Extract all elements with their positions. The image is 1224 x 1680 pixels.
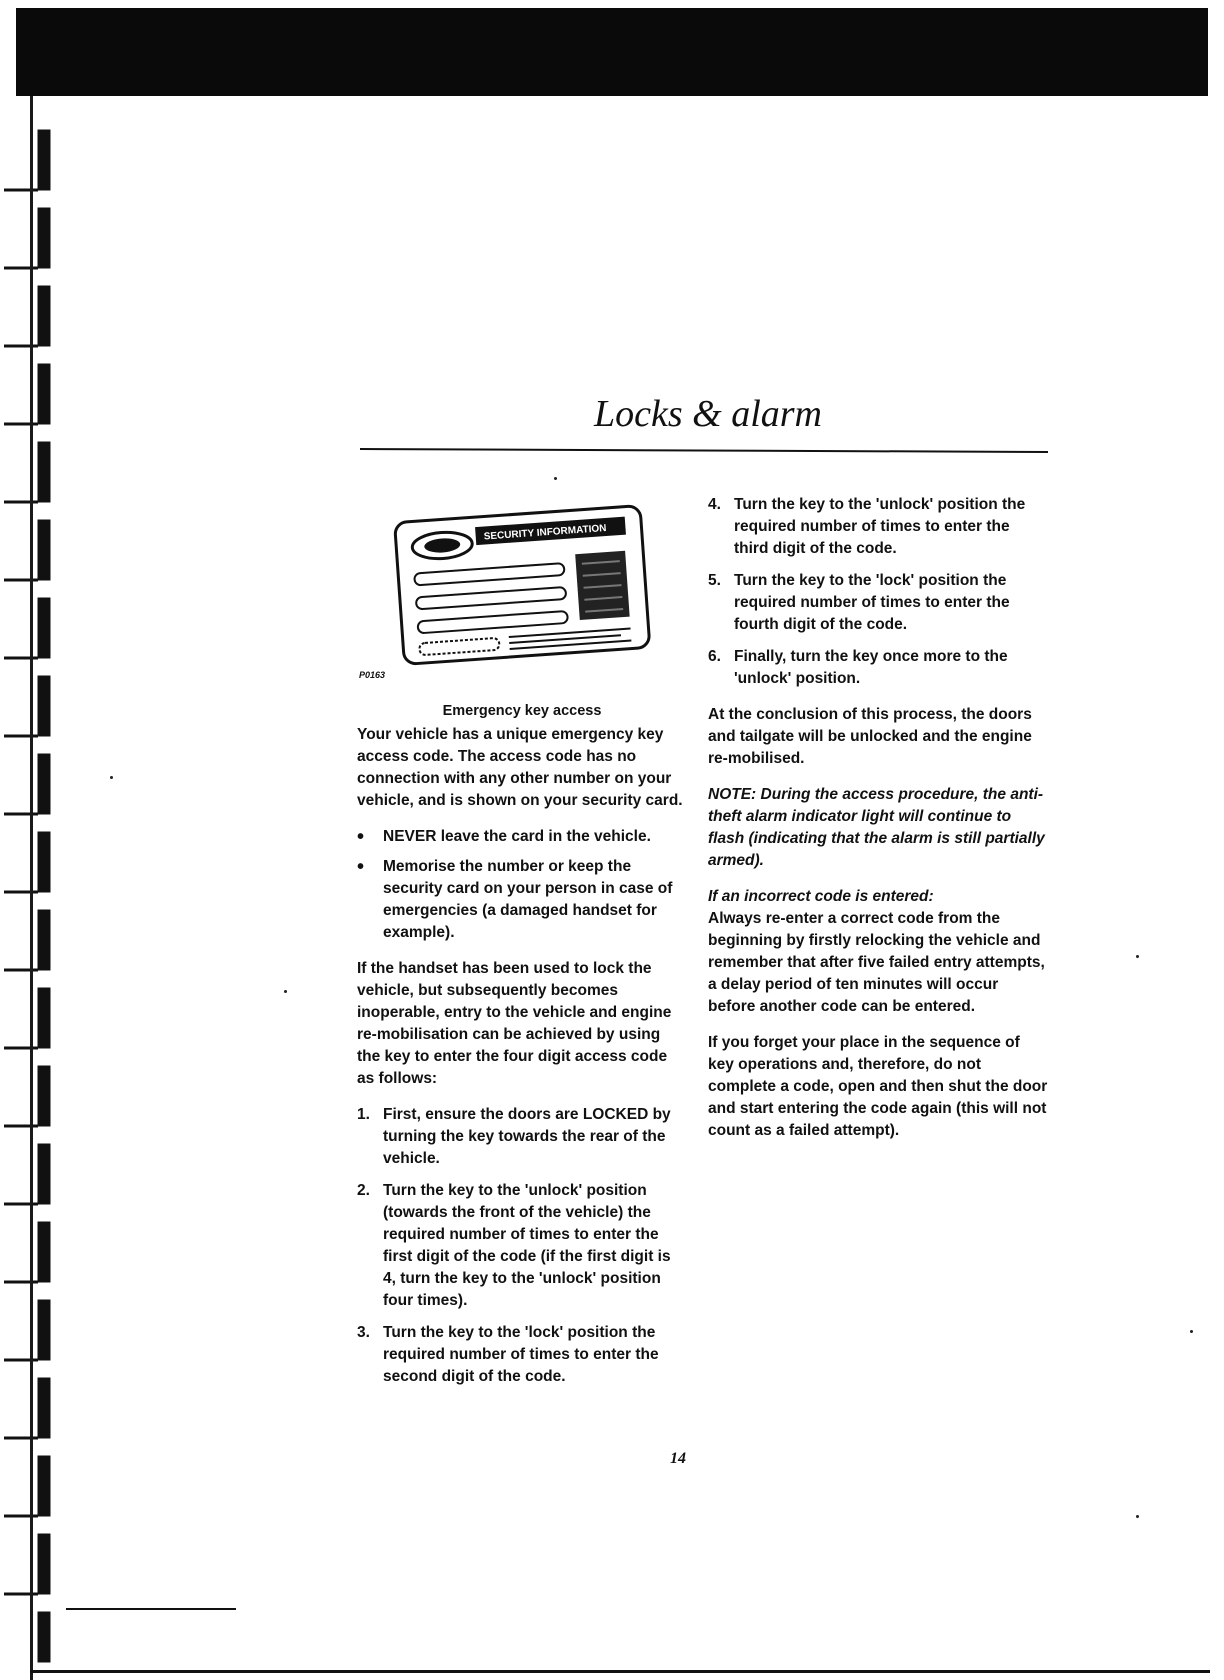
spiral-binding [0,90,72,1680]
scan-speck [554,477,557,480]
step-text: First, ensure the doors are LOCKED by turning the key towards the rear of the vehicle. [383,1106,671,1167]
top-black-band [16,8,1208,96]
security-card-drawing [387,494,657,670]
incorrect-code-heading: If an incorrect code is entered: [708,888,934,905]
bullet-item: • NEVER leave the card in the vehicle. [357,826,687,848]
section-heading: Emergency key access [442,703,602,719]
step-item [357,1322,687,1388]
scan-speck [1190,1330,1193,1333]
step-number: 2. [357,1182,370,1199]
security-card-illustration [387,494,657,670]
conclusion-paragraph: At the conclusion of this process, the doors and tailgate will be unlocked and the engine re-mobilised. [708,706,1032,767]
note-label: NOTE: [708,786,757,803]
step-item [708,646,1048,690]
title-rule [360,448,1048,453]
page-title: Locks & alarm [594,393,822,435]
bottom-edge-rule [30,1670,1210,1673]
footer-stroke [66,1608,236,1610]
step-item [708,494,1048,560]
right-column [708,494,1048,1156]
bullet-list [357,826,687,944]
step-item [357,1104,687,1170]
page-number: 14 [670,1450,686,1467]
step-number: 6. [708,648,721,665]
step-item [357,1180,687,1312]
scan-speck [284,990,287,993]
step-number: 1. [357,1106,370,1123]
step-text: Turn the key to the 'unlock' position the required number of times to enter the third digit of the code. [734,496,1026,557]
step-number: 4. [708,496,721,513]
scan-speck [1136,1515,1139,1518]
left-column [357,494,687,1402]
incorrect-code-paragraph: Always re-enter a correct code from the beginning by firstly relocking the vehicle and remember that after five failed entry attempts, a delay period of ten minutes will occur before another code can be entered. [708,910,1045,1015]
bullet-item: • Memorise the number or keep the security card on your person in case of emergencies (a damaged handset for example). [357,856,687,944]
note-text: During the access procedure, the anti-theft alarm indicator light will continue to flash (indicating that the alarm is still partially armed). [708,786,1045,869]
step-list-left [357,1104,687,1388]
card-title: SECURITY INFORMATION [483,522,607,543]
page-left-edge [30,96,33,1680]
step-number: 5. [708,572,721,589]
step-item [708,570,1048,636]
page-header [360,392,1050,454]
intro-paragraph: Your vehicle has a unique emergency key access code. The access code has no connection with any other number on your vehicle, and is shown on your security card. [357,726,683,809]
scan-speck [110,776,113,779]
note-paragraph [708,784,1048,872]
step-text: Turn the key to the 'lock' position the required number of times to enter the second digit of the code. [383,1324,659,1385]
step-text: Turn the key to the 'lock' position the required number of times to enter the fourth digit of the code. [734,572,1010,633]
step-text: Finally, turn the key once more to the 'unlock' position. [734,648,1008,687]
step-list-right [708,494,1048,690]
step-number: 3. [357,1324,370,1341]
handset-paragraph: If the handset has been used to lock the vehicle, but subsequently becomes inoperable, entry to the vehicle and engine re-mobilisation can be achieved by using the key to enter the four digit access code as follows: [357,960,672,1087]
figure-label: P0163 [359,670,386,680]
forget-place-paragraph: If you forget your place in the sequence of key operations and, therefore, do not complete a code, open and then shut the door and start entering the code again (this will not count as a failed attempt). [708,1034,1048,1139]
step-text: Turn the key to the 'unlock' position (towards the front of the vehicle) the required number of times to enter the first digit of the code (if the first digit is 4, turn the key to the 'unlock' position four times). [383,1182,671,1309]
scan-speck [1136,955,1139,958]
